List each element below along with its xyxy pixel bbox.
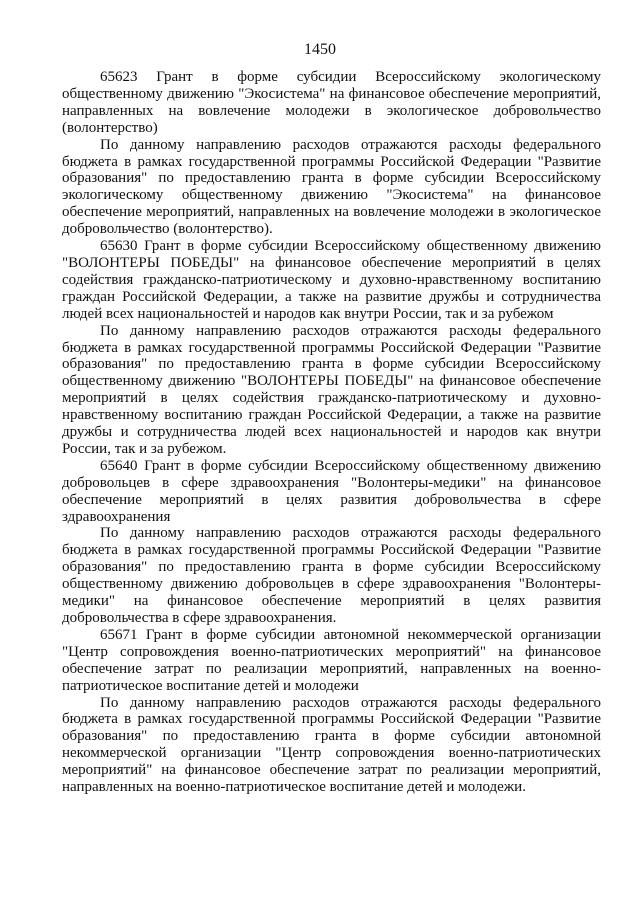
paragraph-65623-heading: 65623 Грант в форме субсидии Всероссийскому экологическому общественному движению "Экосистема" на финансовое обеспечение мероприятий, направленных на вовлечение молодежи в экологическое добровольчество (волонтерство) bbox=[62, 69, 601, 136]
page-number: 1450 bbox=[304, 41, 336, 58]
paragraph-65623-description: По данному направлению расходов отражаются расходы федерального бюджета в рамках государственной программы Российской Федерации "Развитие образования" по предоставлению гранта в форме субсидии Всероссийскому экологическому общественному движению "Экосистема" на финансовое обеспечение мероприятий, направленных на вовлечение молодежи в экологическое добровольчество (волонтерство). bbox=[62, 136, 601, 238]
paragraph-65640-description: По данному направлению расходов отражаются расходы федерального бюджета в рамках государственной программы Российской Федерации "Развитие образования" по предоставлению гранта в форме субсидии Всероссийскому общественному движению добровольцев в сфере здравоохранения "Волонтеры-медики" на финансовое обеспечение мероприятий в целях развития добровольчества в сфере здравоохранения. bbox=[62, 525, 601, 626]
paragraph-65630-description: По данному направлению расходов отражаются расходы федерального бюджета в рамках государственной программы Российской Федерации "Развитие образования" по предоставлению гранта в форме субсидии Всероссийскому общественному движению "ВОЛОНТЕРЫ ПОБЕДЫ" на финансовое обеспечение мероприятий в целях содействия гражданско-патриотическому и духовно-нравственному воспитанию граждан Российской Федерации, а также на развитие дружбы и сотрудничества людей всех национальностей и народов как внутри России, так и за рубежом. bbox=[62, 322, 601, 457]
paragraph-65671-heading: 65671 Грант в форме субсидии автономной некоммерческой организации "Центр сопровождения военно-патриотических мероприятий" на финансовое обеспечение затрат по реализации мероприятий, направленных на военно-патриотическое воспитание детей и молодежи bbox=[62, 626, 601, 694]
paragraph-65671-description: По данному направлению расходов отражаются расходы федерального бюджета в рамках государственной программы Российской Федерации "Развитие образования" по предоставлению гранта в форме субсидии автономной некоммерческой организации "Центр сопровождения военно-патриотических мероприятий" на финансовое обеспечение затрат по реализации мероприятий, направленных на военно-патриотическое воспитание детей и молодежи. bbox=[62, 694, 601, 796]
document-body bbox=[62, 69, 601, 796]
paragraph-65640-heading: 65640 Грант в форме субсидии Всероссийскому общественному движению добровольцев в сфере здравоохранения "Волонтеры-медики" на финансовое обеспечение мероприятий в целях развития добровольчества в сфере здравоохранения bbox=[62, 457, 601, 525]
paragraph-65630-heading: 65630 Грант в форме субсидии Всероссийскому общественному движению "ВОЛОНТЕРЫ ПОБЕДЫ" на финансовое обеспечение мероприятий в целях содействия гражданско-патриотическому и духовно-нравственному воспитанию граждан Российской Федерации, а также на развитие дружбы и сотрудничества людей всех национальностей и народов как внутри России, так и за рубежом bbox=[62, 238, 601, 322]
